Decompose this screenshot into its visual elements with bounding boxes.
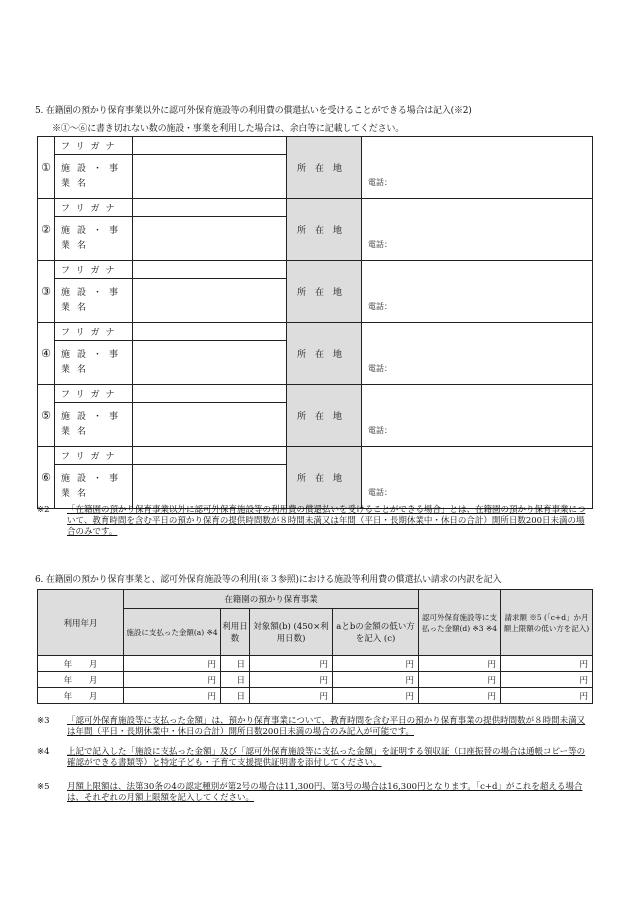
lower-cell[interactable]: 円 <box>333 688 419 704</box>
month-cell[interactable]: 年 月 <box>38 672 124 688</box>
facility-name-input[interactable] <box>133 465 287 509</box>
unlicensed-cell[interactable]: 円 <box>419 672 501 688</box>
lower-cell[interactable]: 円 <box>333 672 419 688</box>
target-cell[interactable]: 円 <box>250 672 333 688</box>
unlicensed-cell[interactable]: 円 <box>419 688 501 704</box>
phone-label: 電話： <box>368 488 392 497</box>
row-number: ⑤ <box>38 385 55 447</box>
days-cell[interactable]: 日 <box>221 688 250 704</box>
row-number: ① <box>38 137 55 199</box>
paid-cell[interactable]: 円 <box>124 672 221 688</box>
facility-label: 施設・事業名 <box>55 465 133 509</box>
facility-label: 施設・事業名 <box>55 403 133 447</box>
header-target: 対象額(b) (450×利用日数) <box>250 609 333 656</box>
paid-cell[interactable]: 円 <box>124 656 221 672</box>
row-number: ② <box>38 199 55 261</box>
header-claim: 請求額 ※5 (「c+d」か月額上限額の低い方を記入) <box>501 590 593 656</box>
facility-name-input[interactable] <box>133 279 287 323</box>
paid-cell[interactable]: 円 <box>124 688 221 704</box>
furigana-input[interactable] <box>133 385 287 403</box>
phone-label: 電話： <box>368 178 392 187</box>
location-label: 所在地 <box>287 199 362 261</box>
lower-cell[interactable]: 円 <box>333 656 419 672</box>
month-cell[interactable]: 年 月 <box>38 688 124 704</box>
footnote-mark: ※3 <box>37 716 50 726</box>
section6-heading: 6. 在籍園の預かり保育事業と、認可外保育施設等の利用(※３参照)における施設等利用費の償還払い請求の内訳を記入 <box>35 575 502 585</box>
furigana-label: フリガナ <box>55 385 133 403</box>
header-group: 在籍園の預かり保育事業 <box>124 590 419 609</box>
furigana-label: フリガナ <box>55 323 133 341</box>
days-cell[interactable]: 日 <box>221 672 250 688</box>
furigana-label: フリガナ <box>55 137 133 155</box>
facility-label: 施設・事業名 <box>55 155 133 199</box>
address-input[interactable] <box>362 199 593 261</box>
facility-name-input[interactable] <box>133 217 287 261</box>
target-cell[interactable]: 円 <box>250 688 333 704</box>
footnote-text: 「在籍園の預かり保育事業以外に認可外保育施設等の利用費の償還払いを受けることができる場合」とは、在籍園の預かり保育事業について、教育時間を含む平日の預かり保育の提供時間数が８時間未満又は年間（平日・長期休業中・休日の合計）開所日数200日未満の場合のみです。 <box>67 505 586 537</box>
section5-heading: 5. 在籍園の預かり保育事業以外に認可外保育施設等の利用費の償還払いを受けることができる場合は記入(※2) <box>35 106 472 116</box>
location-label: 所在地 <box>287 385 362 447</box>
footnote-mark: ※2 <box>37 505 50 515</box>
furigana-label: フリガナ <box>55 199 133 217</box>
footnote-mark: ※5 <box>37 782 50 792</box>
breakdown-row <box>38 656 593 672</box>
header-days: 利用日数 <box>221 609 250 656</box>
breakdown-row <box>38 672 593 688</box>
furigana-input[interactable] <box>133 323 287 341</box>
footnote-text: 月額上限額は、法第30条の4の認定種別が第2号の場合は11,300円、第3号の場合は16,300円となります。「c+d」がこれを超える場合は、それぞれの月額上限額を記入してください。 <box>67 782 583 803</box>
phone-label: 電話： <box>368 240 392 249</box>
header-unlicensed: 認可外保育施設等に支払った金額(d) ※3 ※4 <box>419 590 501 656</box>
address-input[interactable] <box>362 447 593 509</box>
address-input[interactable] <box>362 385 593 447</box>
days-cell[interactable]: 日 <box>221 656 250 672</box>
facility-label: 施設・事業名 <box>55 341 133 385</box>
header-paid: 施設に支払った金額(a) ※4 <box>124 609 221 656</box>
breakdown-row <box>38 688 593 704</box>
footnote-mark: ※4 <box>37 747 50 757</box>
address-input[interactable] <box>362 261 593 323</box>
claim-cell[interactable]: 円 <box>501 672 593 688</box>
furigana-input[interactable] <box>133 137 287 155</box>
claim-cell[interactable]: 円 <box>501 688 593 704</box>
address-input[interactable] <box>362 137 593 199</box>
location-label: 所在地 <box>287 323 362 385</box>
phone-label: 電話： <box>368 364 392 373</box>
facility-table <box>37 136 593 509</box>
facility-name-input[interactable] <box>133 341 287 385</box>
facility-name-input[interactable] <box>133 155 287 199</box>
target-cell[interactable]: 円 <box>250 656 333 672</box>
breakdown-table <box>37 589 593 704</box>
row-number: ③ <box>38 261 55 323</box>
furigana-label: フリガナ <box>55 261 133 279</box>
facility-name-input[interactable] <box>133 403 287 447</box>
facility-label: 施設・事業名 <box>55 217 133 261</box>
footnote-text: 上記で記入した「施設に支払った金額」及び「認可外保育施設等に支払った金額」を証明する領収証（口座振替の場合は通帳コピー等の確認ができる書類等）と特定子ども・子育て支援提供証明書を添付してください。 <box>67 747 586 768</box>
header-lower: aとbの金額の低い方を記入 (c) <box>333 609 419 656</box>
furigana-input[interactable] <box>133 199 287 217</box>
furigana-label: フリガナ <box>55 447 133 465</box>
phone-label: 電話： <box>368 426 392 435</box>
footnote-text: 「認可外保育施設等に支払った金額」は、預かり保育事業について、教育時間を含む平日の預かり保育事業の提供時間数が８時間未満又は年間（平日・長期休業中・休日の合計）開所日数200日未満の場合のみ記入が可能です。 <box>67 716 586 737</box>
section5-note: ※①～⑥に書き切れない数の施設・事業を利用した場合は、余白等に記載してください。 <box>52 124 405 134</box>
location-label: 所在地 <box>287 261 362 323</box>
month-cell[interactable]: 年 月 <box>38 656 124 672</box>
claim-cell[interactable]: 円 <box>501 656 593 672</box>
phone-label: 電話： <box>368 302 392 311</box>
row-number: ⑥ <box>38 447 55 509</box>
row-number: ④ <box>38 323 55 385</box>
furigana-input[interactable] <box>133 261 287 279</box>
furigana-input[interactable] <box>133 447 287 465</box>
location-label: 所在地 <box>287 137 362 199</box>
location-label: 所在地 <box>287 447 362 509</box>
address-input[interactable] <box>362 323 593 385</box>
facility-label: 施設・事業名 <box>55 279 133 323</box>
unlicensed-cell[interactable]: 円 <box>419 656 501 672</box>
header-month: 利用年月 <box>38 590 124 656</box>
